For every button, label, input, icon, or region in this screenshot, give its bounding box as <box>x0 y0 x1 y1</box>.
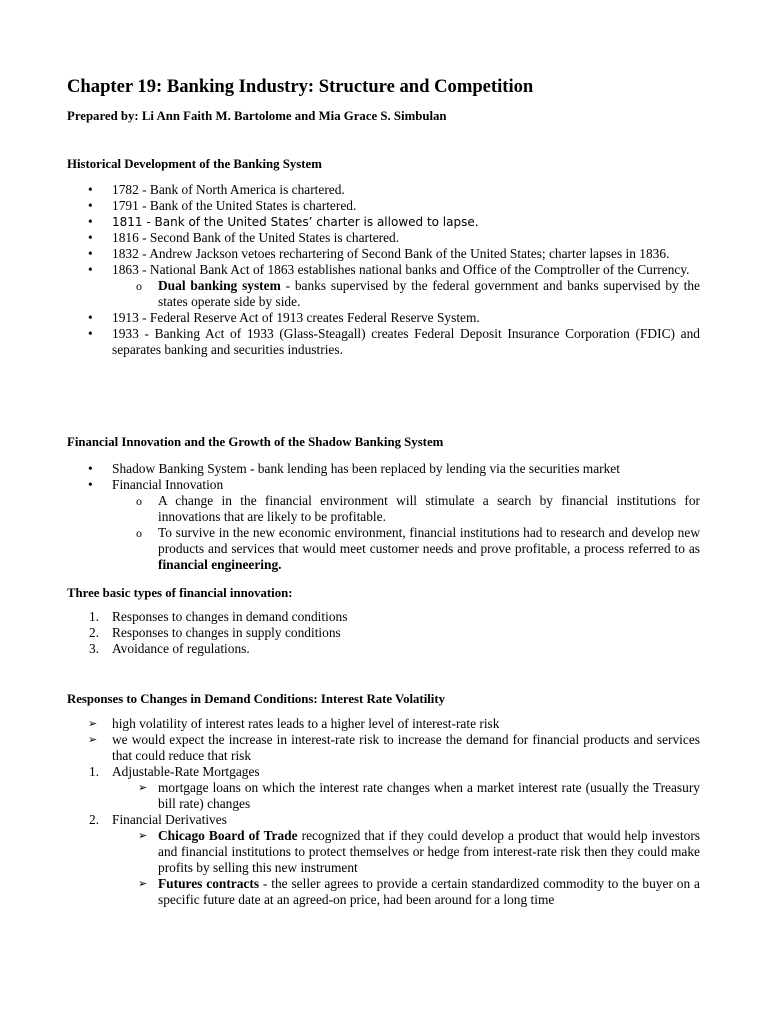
heading-financial-innovation: Financial Innovation and the Growth of the Shadow Banking System <box>67 435 444 449</box>
history-item-1791: • 1791 - Bank of the United States is chartered. <box>88 198 357 213</box>
arrow-bullet-icon: ➢ <box>138 877 148 890</box>
sub-bullet-marker: o <box>136 526 142 540</box>
types-item-demand: 1. Responses to changes in demand conditions <box>89 609 348 624</box>
bullet-marker: • <box>88 198 93 213</box>
demand-num-item-derivatives: 2. Financial Derivatives <box>89 812 227 827</box>
innovation-subitem-change: o A change in the financial environment will stimulate a search by financial institutions for innovations that are likely to be profitable. <box>136 493 700 524</box>
demand-subitem-arm-definition: ➢ mortgage loans on which the interest rate changes when a market interest rate (usually the Treasury bill rate) changes <box>138 780 700 811</box>
bullet-marker: • <box>88 310 93 325</box>
dual-banking-term: Dual banking system <box>158 278 281 293</box>
history-item-1913: • 1913 - Federal Reserve Act of 1913 creates Federal Reserve System. <box>88 310 480 325</box>
sub-bullet-marker: o <box>136 279 142 293</box>
history-subitem-dual-banking: o Dual banking system - banks supervised by the federal government and banks supervised by the states operate side by side. <box>136 278 700 309</box>
bullet-marker: • <box>88 246 93 261</box>
types-item-supply: 2. Responses to changes in supply conditions <box>89 625 341 640</box>
innovation-item-shadow-banking: • Shadow Banking System - bank lending has been replaced by lending via the securities market <box>88 461 620 476</box>
financial-engineering-term: financial engineering. <box>158 557 282 572</box>
cbot-term: Chicago Board of Trade <box>158 828 298 843</box>
demand-arrow-item-volatility: ➢ high volatility of interest rates leads to a higher level of interest-rate risk <box>88 716 500 731</box>
history-item-1933: • 1933 - Banking Act of 1933 (Glass-Steagall) creates Federal Deposit Insurance Corporation (FDIC) and separates banking and securities industries. <box>88 326 700 357</box>
history-item-1811: • 1811 - Bank of the United States’ charter is allowed to lapse. <box>88 214 479 229</box>
types-item-regulations: 3. Avoidance of regulations. <box>89 641 250 656</box>
futures-term: Futures contracts <box>158 876 260 891</box>
sub-bullet-marker: o <box>136 494 142 508</box>
bullet-marker: • <box>88 214 93 229</box>
history-item-1816: • 1816 - Second Bank of the United States is chartered. <box>88 230 400 245</box>
history-item-1863: • 1863 - National Bank Act of 1863 establishes national banks and Office of the Comptroller of the Currency. <box>88 262 690 277</box>
types-list <box>0 609 768 657</box>
heading-demand-conditions: Responses to Changes in Demand Conditions: Interest Rate Volatility <box>67 692 446 706</box>
innovation-list <box>0 461 768 573</box>
history-item-1832: • 1832 - Andrew Jackson vetoes rechartering of Second Bank of the United States; charter lapses in 1836. <box>88 246 670 261</box>
byline: Prepared by: Li Ann Faith M. Bartolome and Mia Grace S. Simbulan <box>67 109 447 123</box>
demand-subitem-cbot: ➢ Chicago Board of Trade recognized that if they could develop a product that would help investors and financial institutions to protect themselves or hedge from interest-rate risk then they could make profits by selling this new instrument <box>138 828 700 875</box>
innovation-subitem-survive: o To survive in the new economic environment, financial institutions had to research and develop new products and services that would meet customer needs and prove profitable, a process referred to as financial engineering. <box>136 525 700 572</box>
innovation-item-financial-innovation: • Financial Innovation <box>88 477 224 492</box>
bullet-marker: • <box>88 230 93 245</box>
arrow-bullet-icon: ➢ <box>88 733 98 746</box>
number-marker: 2. <box>89 812 100 827</box>
demand-arrow-item-increase: ➢ we would expect the increase in interest-rate risk to increase the demand for financial products and services that could reduce that risk <box>88 732 700 763</box>
bullet-marker: • <box>88 262 93 277</box>
heading-three-types: Three basic types of financial innovation: <box>67 586 293 600</box>
arrow-bullet-icon: ➢ <box>138 829 148 842</box>
bullet-marker: • <box>88 326 93 341</box>
arrow-bullet-icon: ➢ <box>138 781 148 794</box>
chapter-title: Chapter 19: Banking Industry: Structure and Competition <box>67 76 534 97</box>
bullet-marker: • <box>88 477 93 492</box>
bullet-marker: • <box>88 461 93 476</box>
bullet-marker: • <box>88 182 93 197</box>
number-marker: 1. <box>89 609 100 624</box>
heading-historical-development: Historical Development of the Banking System <box>67 157 322 171</box>
demand-num-item-arm: 1. Adjustable-Rate Mortgages <box>89 764 260 779</box>
history-list <box>0 182 768 358</box>
demand-subitem-futures: ➢ Futures contracts - the seller agrees to provide a certain standardized commodity to the buyer on a specific future date at an agreed-on price, had been around for a long time <box>138 876 700 907</box>
history-item-1782: • 1782 - Bank of North America is chartered. <box>88 182 345 197</box>
demand-list <box>0 716 768 908</box>
number-marker: 2. <box>89 625 100 640</box>
arrow-bullet-icon: ➢ <box>88 717 98 730</box>
number-marker: 3. <box>89 641 100 656</box>
number-marker: 1. <box>89 764 100 779</box>
